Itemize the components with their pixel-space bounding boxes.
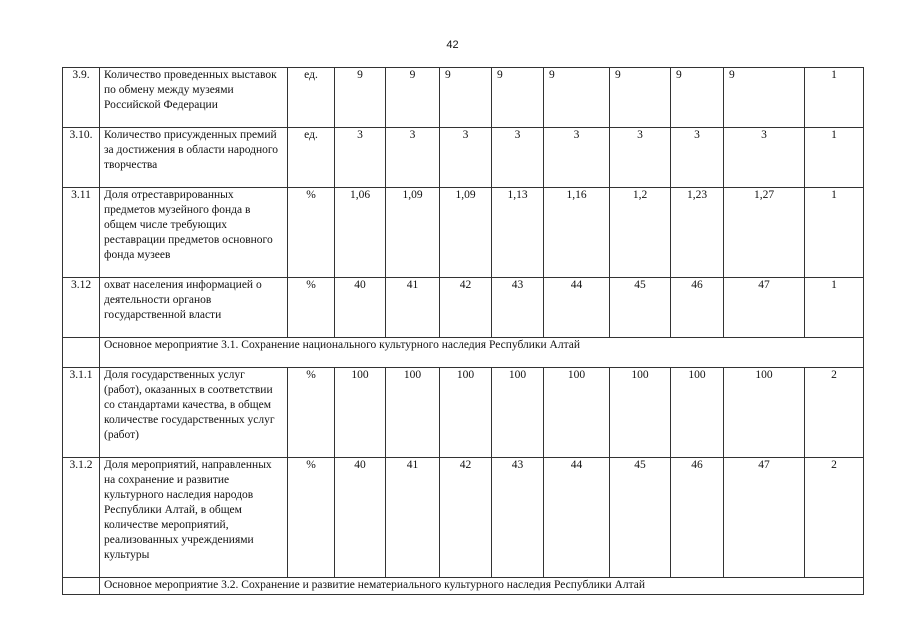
value-cell: 1 [805, 278, 864, 338]
value-cell: 1,2 [610, 188, 671, 278]
indicator-name: Доля отреставрированных предметов музейного фонда в общем числе требующих реставрации предметов основного фонда музеев [100, 188, 288, 278]
section-heading: Основное мероприятие 3.1. Сохранение национального культурного наследия Республики Алтай [100, 338, 864, 368]
value-cell: 47 [724, 458, 805, 578]
value-cell: 2 [805, 458, 864, 578]
value-cell: 9 [610, 68, 671, 128]
row-number [63, 338, 100, 368]
value-cell: 100 [492, 368, 544, 458]
value-cell: 2 [805, 368, 864, 458]
table-row [63, 278, 864, 338]
value-cell: 1,27 [724, 188, 805, 278]
unit-cell: ед. [288, 128, 335, 188]
value-cell: 3 [671, 128, 724, 188]
value-cell: 9 [492, 68, 544, 128]
value-cell: 1 [805, 128, 864, 188]
value-cell: 9 [544, 68, 610, 128]
value-cell: 1,13 [492, 188, 544, 278]
value-cell: 43 [492, 278, 544, 338]
indicator-name: Количество проведенных выставок по обмену между музеями Российской Федерации [100, 68, 288, 128]
row-number: 3.1.2 [63, 458, 100, 578]
value-cell: 42 [440, 278, 492, 338]
value-cell: 1,09 [386, 188, 440, 278]
value-cell: 42 [440, 458, 492, 578]
indicators-table [62, 67, 864, 595]
section-row [63, 338, 864, 368]
table-row [63, 68, 864, 128]
row-number: 3.11 [63, 188, 100, 278]
table-row [63, 458, 864, 578]
row-number: 3.1.1 [63, 368, 100, 458]
value-cell: 45 [610, 458, 671, 578]
value-cell: 3 [492, 128, 544, 188]
row-number: 3.10. [63, 128, 100, 188]
unit-cell: ед. [288, 68, 335, 128]
value-cell: 9 [671, 68, 724, 128]
unit-cell: % [288, 458, 335, 578]
value-cell: 100 [544, 368, 610, 458]
value-cell: 3 [610, 128, 671, 188]
value-cell: 100 [671, 368, 724, 458]
table-row [63, 368, 864, 458]
value-cell: 100 [724, 368, 805, 458]
value-cell: 40 [335, 458, 386, 578]
value-cell: 9 [440, 68, 492, 128]
value-cell: 9 [724, 68, 805, 128]
section-row [63, 578, 864, 595]
value-cell: 46 [671, 458, 724, 578]
value-cell: 47 [724, 278, 805, 338]
row-number [63, 578, 100, 595]
value-cell: 40 [335, 278, 386, 338]
value-cell: 100 [335, 368, 386, 458]
value-cell: 41 [386, 458, 440, 578]
value-cell: 1,06 [335, 188, 386, 278]
value-cell: 1,09 [440, 188, 492, 278]
unit-cell: % [288, 188, 335, 278]
value-cell: 41 [386, 278, 440, 338]
value-cell: 3 [335, 128, 386, 188]
value-cell: 3 [440, 128, 492, 188]
value-cell: 1 [805, 188, 864, 278]
unit-cell: % [288, 368, 335, 458]
value-cell: 9 [386, 68, 440, 128]
page-number: 42 [446, 39, 459, 51]
indicator-name: Количество присужденных премий за достижения в области народного творчества [100, 128, 288, 188]
table-row [63, 188, 864, 278]
row-number: 3.12 [63, 278, 100, 338]
value-cell: 44 [544, 278, 610, 338]
unit-cell: % [288, 278, 335, 338]
value-cell: 3 [724, 128, 805, 188]
indicator-name: охват населения информацией о деятельности органов государственной власти [100, 278, 288, 338]
value-cell: 100 [386, 368, 440, 458]
table-row [63, 128, 864, 188]
indicator-name: Доля мероприятий, направленных на сохранение и развитие культурного наследия народов Республики Алтай, в общем количестве мероприятий, реализованных учреждениями культуры [100, 458, 288, 578]
value-cell: 1 [805, 68, 864, 128]
value-cell: 100 [440, 368, 492, 458]
value-cell: 9 [335, 68, 386, 128]
value-cell: 1,16 [544, 188, 610, 278]
indicator-name: Доля государственных услуг (работ), оказанных в соответствии со стандартами качества, в общем количестве государственных услуг (работ) [100, 368, 288, 458]
value-cell: 1,23 [671, 188, 724, 278]
value-cell: 100 [610, 368, 671, 458]
section-heading: Основное мероприятие 3.2. Сохранение и развитие нематериального культурного наследия Республики Алтай [100, 578, 864, 595]
value-cell: 44 [544, 458, 610, 578]
value-cell: 3 [544, 128, 610, 188]
value-cell: 45 [610, 278, 671, 338]
value-cell: 43 [492, 458, 544, 578]
value-cell: 3 [386, 128, 440, 188]
value-cell: 46 [671, 278, 724, 338]
row-number: 3.9. [63, 68, 100, 128]
